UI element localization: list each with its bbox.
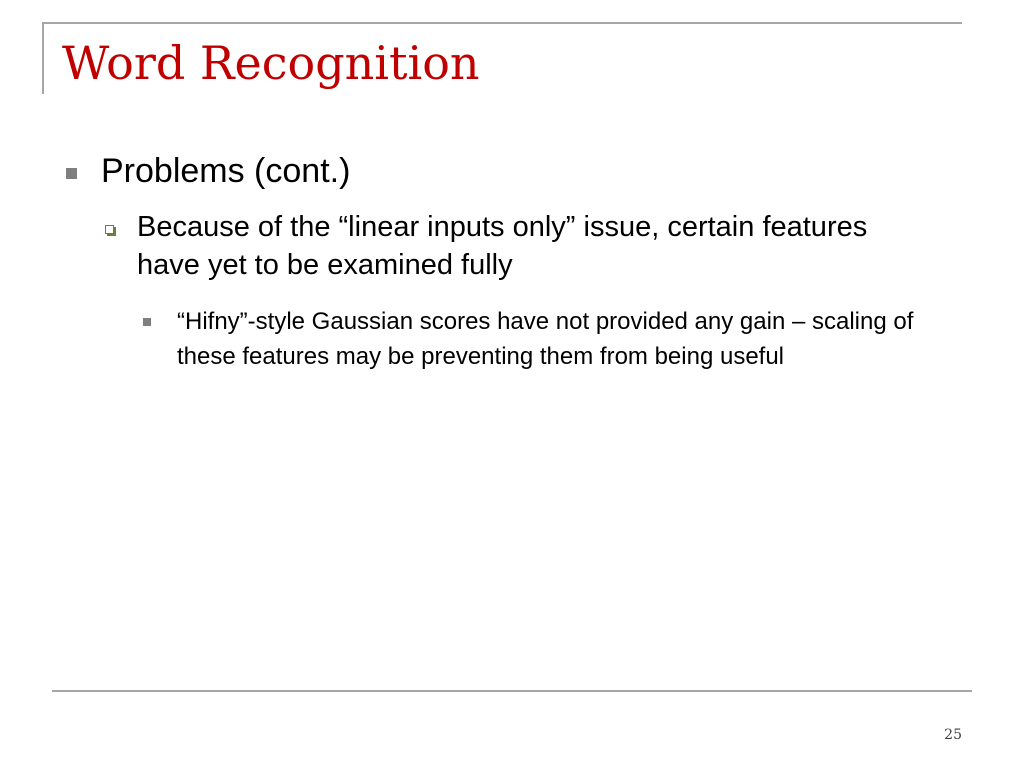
hollow-square-bullet-icon bbox=[105, 225, 114, 234]
footer-rule bbox=[52, 690, 972, 692]
slide-title: Word Recognition bbox=[62, 36, 480, 90]
bullet-level-1-text: Problems (cont.) bbox=[101, 152, 351, 190]
filled-square-bullet-icon bbox=[66, 168, 77, 179]
bullet-level-3-text: “Hifny”-style Gaussian scores have not provided any gain – scaling of these features may be preventing them from being useful bbox=[177, 308, 914, 370]
title-frame-top-rule bbox=[42, 22, 962, 24]
bullet-level-2-text: Because of the “linear inputs only” issue, certain features have yet to be examined fully bbox=[137, 211, 868, 281]
filled-square-bullet-icon bbox=[143, 318, 151, 326]
page-number: 25 bbox=[944, 727, 962, 743]
title-frame-left-rule bbox=[42, 22, 44, 94]
